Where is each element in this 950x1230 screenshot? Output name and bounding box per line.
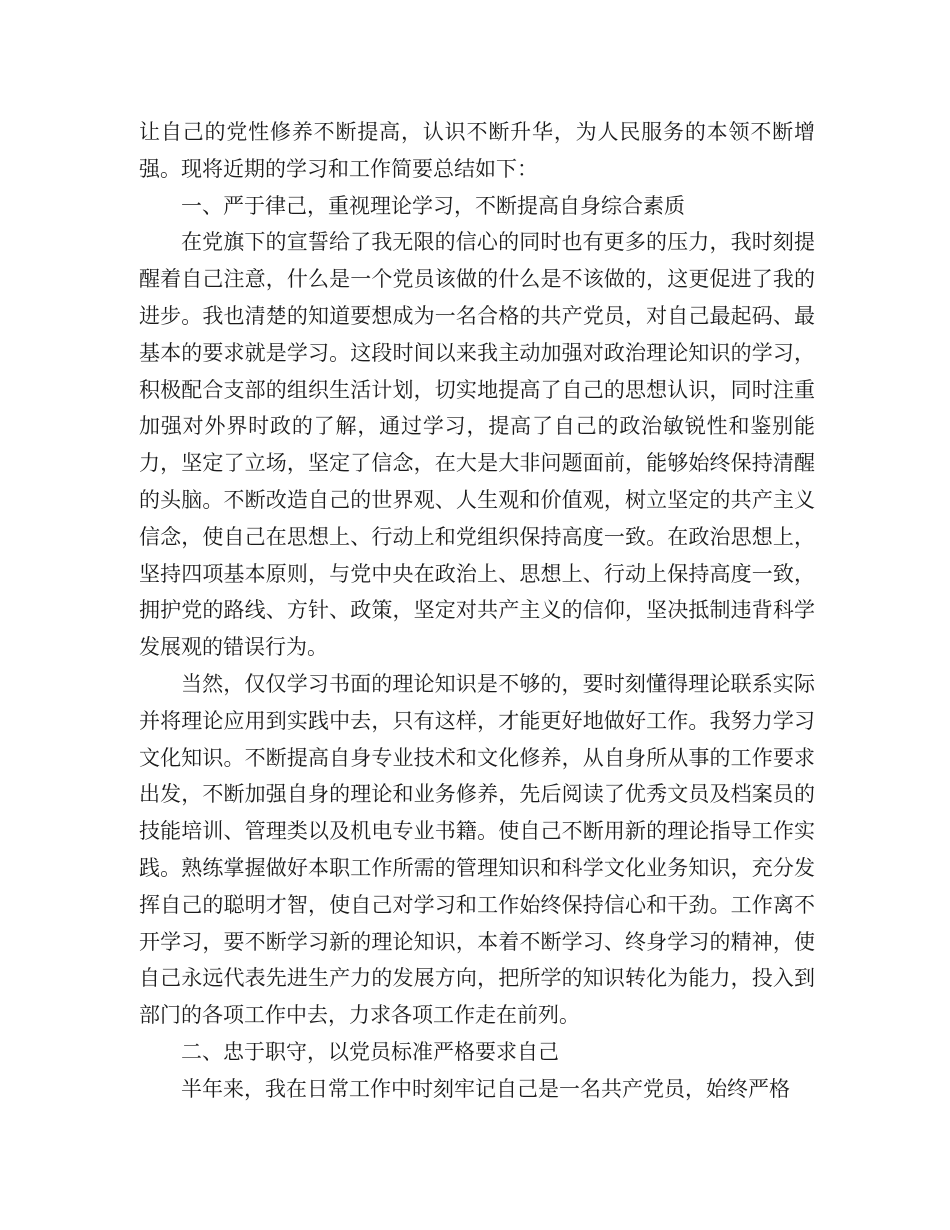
paragraph-half-year: 半年来，我在日常工作中时刻牢记自己是一名共产党员，始终严格: [181, 1076, 790, 1101]
paragraph-intro-continuation: 让自己的党性修养不断提高，认识不断升华，为人民服务的本领不断增强。现将近期的学习和工作简要总结如下：: [139, 120, 815, 181]
document-body: [139, 114, 815, 1108]
section-heading-duty: 二、忠于职守，以党员标准严格要求自己: [181, 1039, 559, 1064]
paragraph-theory-practice: 当然，仅仅学习书面的理论知识是不够的，要时刻懂得理论联系实际并将理论应用到实践中去，只有这样，才能更好地做好工作。我努力学习文化知识。不断提高自身专业技术和文化修养，从自身所从事的工作要求出发，不断加强自身的理论和业务修养，先后阅读了优秀文员及档案员的技能培训、管理类以及机电专业书籍。使自己不断用新的理论指导工作实践。熟练掌握做好本职工作所需的管理知识和科学文化业务知识，充分发挥自己的聪明才智，使自己对学习和工作始终保持信心和干劲。工作离不开学习，要不断学习新的理论知识，本着不断学习、终身学习的精神，使自己永远代表先进生产力的发展方向，把所学的知识转化为能力，投入到部门的各项工作中去，力求各项工作走在前列。: [139, 671, 815, 1028]
section-heading-theory-study: 一、严于律己，重视理论学习，不断提高自身综合素质: [181, 193, 685, 218]
paragraph-party-oath: 在党旗下的宣誓给了我无限的信心的同时也有更多的压力，我时刻提醒着自己注意，什么是一个党员该做的什么是不该做的，这更促进了我的进步。我也清楚的知道要想成为一名合格的共产党员，对自己最起码、最基本的要求就是学习。这段时间以来我主动加强对政治理论知识的学习，积极配合支部的组织生活计划，切实地提高了自己的思想认识，同时注重加强对外界时政的了解，通过学习，提高了自己的政治敏锐性和鉴别能力，坚定了立场，坚定了信念，在大是大非问题面前，能够始终保持清醒的头脑。不断改造自己的世界观、人生观和价值观，树立坚定的共产主义信念，使自己在思想上、行动上和党组织保持高度一致。在政治思想上，坚持四项基本原则，与党中央在政治上、思想上、行动上保持高度一致，拥护党的路线、方针、政策，坚定对共产主义的信仰，坚决抵制违背科学发展观的错误行为。: [139, 230, 815, 660]
